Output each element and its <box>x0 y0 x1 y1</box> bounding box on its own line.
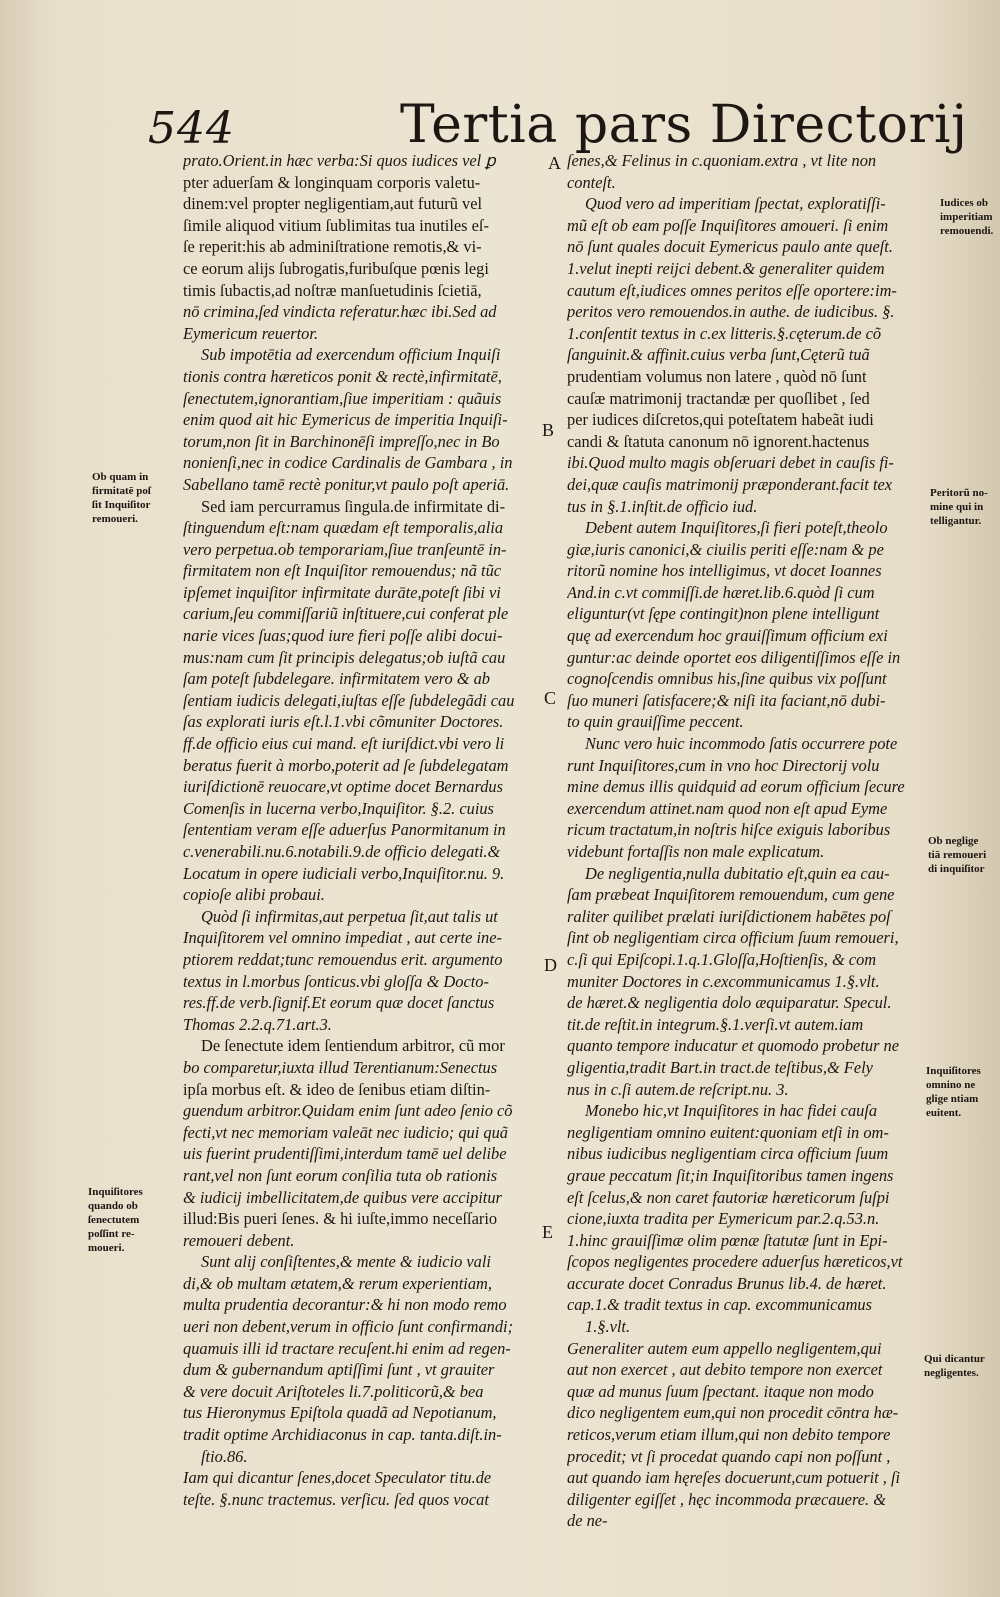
text-line: tradit optime Archidiaconus in cap. tanta.diſt.in- <box>183 1425 502 1445</box>
text-line: ſentiam iudicis delegati,iuſtas eſſe ſubdelegãdi cau <box>183 690 515 710</box>
text-line: ſtio.86. <box>201 1446 248 1466</box>
text-line: ſanguinit.& affinit.cuius verba ſunt,Cęterũ tuã <box>567 345 870 365</box>
text-line: fecti,vt nec memoriam valeāt nec iudicio; qui quã <box>183 1122 508 1142</box>
text-line: De ſenectute idem ſentiendum arbitror, cũ mor <box>201 1036 505 1056</box>
text-line: 1.hinc grauiſſimæ olim pœnæ ſtatutæ ſunt in Epi- <box>567 1230 888 1250</box>
text-line: tionis contra hæreticos ponit & rectè,infirmitatē, <box>183 366 502 386</box>
text-line: Inquiſitorem vel omnino impediat , aut certe ine- <box>183 928 502 948</box>
text-line: Sub impotētia ad exercendum officium Inquiſi <box>201 345 501 365</box>
text-line: mine demus illis quidquid ad eorum officium ſecure <box>567 777 905 797</box>
margin-note-line: Ob neglige <box>928 835 979 847</box>
text-line: Iam qui dicantur ſenes,docet Speculator titu.de <box>183 1468 492 1488</box>
margin-note-line: negligentes. <box>924 1367 979 1379</box>
text-line: ſtinguendum eſt:nam quædam eſt temporalis,alia <box>183 518 504 538</box>
text-line: candi & ſtatuta canonum nō ignorent.hactenus <box>567 431 870 451</box>
text-line: Nunc vero huic incommodo ſatis occurrere pote <box>585 734 898 754</box>
margin-note-negligentes <box>924 1352 996 1380</box>
margin-note-line: Iudices ob <box>940 197 988 209</box>
text-line: prato.Orient.in hæc verba:Si quos iudices vel ꝑ <box>183 151 496 170</box>
text-line: quanto tempore inducatur et quomodo probetur ne <box>567 1036 900 1056</box>
text-line: Thomas 2.2.q.71.art.3. <box>183 1014 332 1034</box>
text-line: guntur:ac deinde oportet eos diligentiſſimos eſſe in <box>567 647 901 667</box>
margin-note-line: Inquiſitores <box>88 1186 143 1198</box>
text-line: cione,iuxta tradita per Eymericum par.2.q.53.n. <box>567 1209 880 1229</box>
text-line: iuriſdictionē reuocare,vt optime docet Bernardus <box>183 777 504 797</box>
text-line: torum,non ſit in Barchinonēſi impreſſo,nec in Bo <box>183 431 500 451</box>
text-line: ſimile aliquod vitium ſublimitas tua inutiles eſ- <box>183 215 489 235</box>
text-line: ce eorum alijs ſubrogatis,furibuſque pœnis legi <box>183 258 489 278</box>
text-line: tus Hieronymus Epiſtola quadã ad Nepotianum, <box>183 1403 497 1423</box>
folio-number: 544 <box>148 103 235 154</box>
text-line: cautum eſt,iudices omnes peritos eſſe oportere:im- <box>567 280 897 300</box>
section-letter-b: B <box>542 420 555 440</box>
text-line: diligenter egiſſet , hęc incommoda præcauere. & <box>567 1489 886 1509</box>
text-line: Locatum in opere iudiciali verbo,Inquiſitor.nu. 9. <box>183 863 505 883</box>
text-line: aut quando iam hęreſes docuerunt,cum potuerit , ſi <box>567 1468 901 1488</box>
margin-note-line: Ob quam in <box>92 471 149 483</box>
margin-note-line: telligantur. <box>930 515 982 527</box>
text-line: quę ad exercendum hoc grauiſſimum officium exi <box>567 626 888 646</box>
text-line: negligentiam omnino euitent:quoniam etſi in om- <box>567 1122 889 1142</box>
text-line: timis ſubactis,ad noſtræ manſuetudinis ſcietiā, <box>183 280 482 300</box>
margin-note-line: di inquiſitor <box>928 863 985 875</box>
text-line: ipſemet inquiſitor infirmitate durāte,poteſt ſibi vi <box>183 582 501 602</box>
text-line: multa prudentia decorantur:& hi non modo remo <box>183 1295 507 1315</box>
text-line: conteſt. <box>567 172 616 192</box>
text-line: nō crimina,ſed vindicta referatur.hæc ibi.Sed ad <box>183 302 497 322</box>
text-line: mũ eſt ob eam poſſe Inquiſitores amoueri. ſi enim <box>567 215 889 235</box>
text-line: guendum arbitror.Quidam enim ſunt adeo ſenio cõ <box>183 1101 513 1121</box>
text-line: rant,vel non ſunt eorum conſilia tuta ob rationis <box>183 1165 498 1185</box>
text-line: beratus fuerit à morbo,poterit ad ſe ſubdelegatam <box>183 755 509 775</box>
text-line: de hæret.& negligentia dolo æquiparatur. Specul. <box>567 993 892 1013</box>
text-line: 1.§.vlt. <box>585 1317 631 1337</box>
text-line: Monebo hic,vt Inquiſitores in hac fidei cauſa <box>585 1101 878 1121</box>
text-line: 1.velut inepti reijci debent.& generaliter quidem <box>567 258 885 278</box>
text-line: nō ſunt quales docuit Eymericus paulo ante queſt. <box>567 237 893 257</box>
text-line: de ne- <box>567 1511 608 1531</box>
margin-note-line: remouendi. <box>940 225 994 237</box>
text-line: dico negligentem eum,qui non procedit cōntra hæ- <box>567 1403 899 1423</box>
margin-note-infirmity <box>92 470 187 526</box>
margin-note-line: Inquiſitores <box>926 1065 981 1077</box>
margin-note-imperitia <box>940 196 1000 238</box>
text-line: nonienſi,nec in codice Cardinalis de Gambara , in <box>183 453 513 473</box>
text-line: Sabellano tamē rectè ponitur,vt paulo poſt aperiā. <box>183 474 510 494</box>
text-line: quamuis illi id tractare recuſent.hi enim ad regen- <box>183 1338 511 1358</box>
text-line: c.venerabili.nu.6.notabili.9.de officio delegati.& <box>183 842 501 861</box>
margin-note-line: firmitatē poſ <box>92 485 151 497</box>
text-line: Debent autem Inquiſitores,ſi fieri poteſt,theolo <box>585 518 888 538</box>
text-line: ſuo muneri ſatisfacere;& niſi ita faciant,nō dubi- <box>567 690 886 710</box>
text-line: cap.1.& tradit textus in cap. excommunicamus <box>567 1295 872 1315</box>
text-line: dei,quæ cauſis matrimonij præponderant.facit tex <box>567 474 893 494</box>
text-line: eſt ſcelus,& non caret fautoriæ hæreticorum ſuſpi <box>567 1187 890 1207</box>
text-line: muniter Doctores in c.excommunicamus 1.§.vlt. <box>567 971 880 991</box>
text-line: Generaliter autem eum appello negligentem,qui <box>567 1338 882 1358</box>
text-line: teſte. §.nunc tractemus. verſicu. ſed quos vocat <box>183 1489 489 1509</box>
text-line: Eymericum reuertor. <box>183 323 319 343</box>
text-line: ipſa morbus eſt. & ideo de ſenibus etiam diſtin- <box>183 1079 491 1099</box>
margin-note-old-age <box>88 1185 183 1255</box>
margin-note-line: imperitiam <box>940 211 993 223</box>
margin-note-line: Peritorũ no- <box>930 487 988 499</box>
text-line: nibus iudicibus negligentiam circa officium ſuum <box>567 1144 889 1164</box>
text-line: c.ſi qui Epiſcopi.1.q.1.Gloſſa,Hoſtienſis, & com <box>567 949 877 969</box>
text-line: eliguntur(vt ſępe contingit)non plene intelligunt <box>567 604 880 624</box>
section-letter-d: D <box>544 955 557 975</box>
text-line: peritos vero remouendos.in authe. de iudicibus. §. <box>567 302 895 322</box>
text-line: nus in c.ſi autem.de reſcript.nu. 3. <box>567 1079 789 1099</box>
text-line: prudentiam volumus non latere , quòd nō ſunt <box>567 366 867 386</box>
text-line: aut non exercet , aut debito tempore non exercet <box>567 1360 883 1380</box>
text-line: giæ,iuris canonici,& ciuilis periti eſſe:nam & pe <box>567 539 884 559</box>
margin-note-line: tiā remoueri <box>928 849 987 861</box>
text-line: exercendum attinet.nam quod non eſt apud Eyme <box>567 798 888 818</box>
text-line: dinem:vel propter negligentiam,aut futurũ vel <box>183 194 483 214</box>
text-line: & iudicij imbellicitatem,de quibus vere accipitur <box>183 1187 502 1207</box>
text-line: accurate docet Conradus Brunus lib.4. de hæret. <box>567 1273 887 1293</box>
text-line: dum & gubernandum aptiſſimi ſunt , vt grauiter <box>183 1360 495 1380</box>
text-line: graue peccatum ſit;in Inquiſitoribus tamen ingens <box>567 1165 894 1185</box>
text-line: di,& ob multam ætatem,& rerum experientiam, <box>183 1273 492 1293</box>
margin-note-line: moueri. <box>88 1242 125 1254</box>
text-line: reticos,verum etiam illum,qui non debito tempore <box>567 1425 891 1445</box>
text-line: quæ ad munus ſuum ſpectant. itaque non modo <box>567 1381 874 1401</box>
text-line: ff.de officio eius cui mand. eſt iuriſdict.vbi vero li <box>183 734 505 754</box>
margin-note-line: mine qui in <box>930 501 984 513</box>
text-line: ſententiam veram eſſe aduerſus Panormitanum in <box>183 820 506 840</box>
text-line: videbunt fortaſſis non male explicatum. <box>567 842 825 861</box>
text-line: tus in §.1.inſtit.de officio iud. <box>567 496 758 516</box>
margin-note-negligentia <box>928 834 1000 876</box>
text-line: ritorũ nomine hos intelligimus, vt docet Ioannes <box>567 561 882 581</box>
text-line: ſam poteſt ſubdelegare. infirmitatem vero & ab <box>183 669 490 689</box>
margin-note-line: remoueri. <box>92 513 138 525</box>
text-line: remoueri debent. <box>183 1230 295 1250</box>
text-line: tit.de reſtit.in integrum.§.1.verſi.vt autem.iam <box>567 1014 864 1034</box>
margin-note-euitent <box>926 1064 998 1120</box>
text-line: mus:nam cum ſit principis delegatus;ob iuſtã cau <box>183 647 506 667</box>
margin-note-periti <box>930 486 1000 528</box>
text-line: procedit; vt ſi procedat quando capi non poſſunt , <box>567 1446 891 1466</box>
right-text-column <box>567 150 922 1532</box>
text-line: bo comparetur,iuxta illud Terentianum:Senectus <box>183 1057 498 1077</box>
margin-note-line: euitent. <box>926 1107 962 1119</box>
text-line: carium,ſeu commiſſariũ inſtituere,cui conferat ple <box>183 604 509 624</box>
text-line: ſam præbeat Inquiſitorem remouendum, cum gene <box>567 885 895 905</box>
text-line: ſint ob negligentiam circa officium ſuum remoueri, <box>567 928 899 948</box>
text-line: ibi.Quod multo magis obſeruari debet in cauſis fi- <box>567 453 894 473</box>
margin-note-line: ſenectutem <box>88 1214 140 1226</box>
text-line: pter aduerſam & longinquam corporis valetu- <box>183 172 481 192</box>
section-letter-e: E <box>542 1222 553 1242</box>
text-line: Comenſis in lucerna verbo,Inquiſitor. §.2. cuius <box>183 798 494 818</box>
margin-note-line: Qui dicantur <box>924 1353 985 1365</box>
text-line: enim quod ait hic Eymericus de imperitia Inquiſi- <box>183 410 508 430</box>
margin-note-line: poſſint re- <box>88 1228 135 1240</box>
section-letter-a: A <box>548 153 561 173</box>
text-line: ueri non debent,verum in officio ſunt confirmandi; <box>183 1317 514 1337</box>
margin-note-line: ſit Inquiſitor <box>92 499 151 511</box>
text-line: Sunt alij conſiſtentes,& mente & iudicio vali <box>201 1252 491 1272</box>
left-text-column <box>183 150 533 1510</box>
text-line: 1.conſentit textus in c.ex litteris.§.cęterum.de cõ <box>567 323 882 343</box>
text-line: narie vices ſuas;quod iure fieri poſſe alibi docui- <box>183 626 503 646</box>
text-line: copioſe alibi probaui. <box>183 885 325 905</box>
text-line: res.ff.de verb.ſignif.Et eorum quæ docet ſanctus <box>183 993 495 1013</box>
margin-note-line: quando ob <box>88 1200 138 1212</box>
text-line: Quòd ſi infirmitas,aut perpetua ſit,aut talis ut <box>201 906 498 926</box>
text-line: & vere docuit Ariſtoteles li.7.politicorũ,& bea <box>183 1381 484 1401</box>
text-line: ſas explorati iuris eſt.l.1.vbi cõmuniter Doctores. <box>183 712 504 732</box>
text-line: Quod vero ad imperitiam ſpectat, exploratiſſi- <box>585 194 886 214</box>
text-line: ſenes,& Felinus in c.quoniam.extra , vt lite non <box>567 151 877 170</box>
text-line: textus in l.morbus ſonticus.vbi gloſſa & Docto- <box>183 971 489 991</box>
text-line: ptiorem reddat;tunc remouendus erit. argumento <box>183 949 503 969</box>
text-line: cauſæ matrimonij tractandæ per quoſlibet , ſed <box>567 388 870 408</box>
text-line: ſenectutem,ignorantiam,ſiue imperitiam : quãuis <box>183 388 502 408</box>
margin-note-line: glige ntiam <box>926 1093 979 1105</box>
text-line: And.in c.vt commiſſi.de hæret.lib.6.quòd ſi cum <box>567 582 875 602</box>
text-line: illud:Bis pueri ſenes. & hi iuſte,immo neceſſario <box>183 1209 498 1229</box>
text-line: ſcopos negligentes procedere aduerſus hæreticos,vt <box>567 1252 903 1272</box>
text-line: firmitatem non eſt Inquiſitor remouendus; nã tũc <box>183 561 502 581</box>
text-line: gligentia,tradit Bart.in tract.de teſtibus,& Fely <box>567 1057 873 1077</box>
text-line: ricum tractatum,in noſtris hiſce exiguis laboribus <box>567 820 891 840</box>
text-line: vero perpetua.ob temporariam,ſiue tranſeuntē in- <box>183 539 507 559</box>
section-letter-c: C <box>544 688 557 708</box>
text-line: Sed iam percurramus ſingula.de infirmitate di- <box>201 496 506 516</box>
text-line: runt Inquiſitores,cum in vno hoc Directorij volu <box>567 755 880 775</box>
text-line: raliter quilibet prælati iuriſdictionem habētes poſ <box>567 906 891 926</box>
running-title: Tertia pars Directorij <box>400 95 968 155</box>
text-line: ſe reperit:his ab adminiſtratione remotis,& vi- <box>183 237 482 257</box>
text-line: cognoſcendis omnibus his,ſine quibus vix poſſunt <box>567 669 887 689</box>
margin-note-line: omnino ne <box>926 1079 976 1091</box>
text-line: uis fuerint prudentiſſimi,interdum tamē uel delibe <box>183 1144 507 1164</box>
text-line: to quin grauiſſime peccent. <box>567 712 744 732</box>
text-line: per iudices diſcretos,qui poteſtatem habeãt iudi <box>567 410 874 430</box>
text-line: De negligentia,nulla dubitatio eſt,quin ea cau- <box>585 863 890 883</box>
